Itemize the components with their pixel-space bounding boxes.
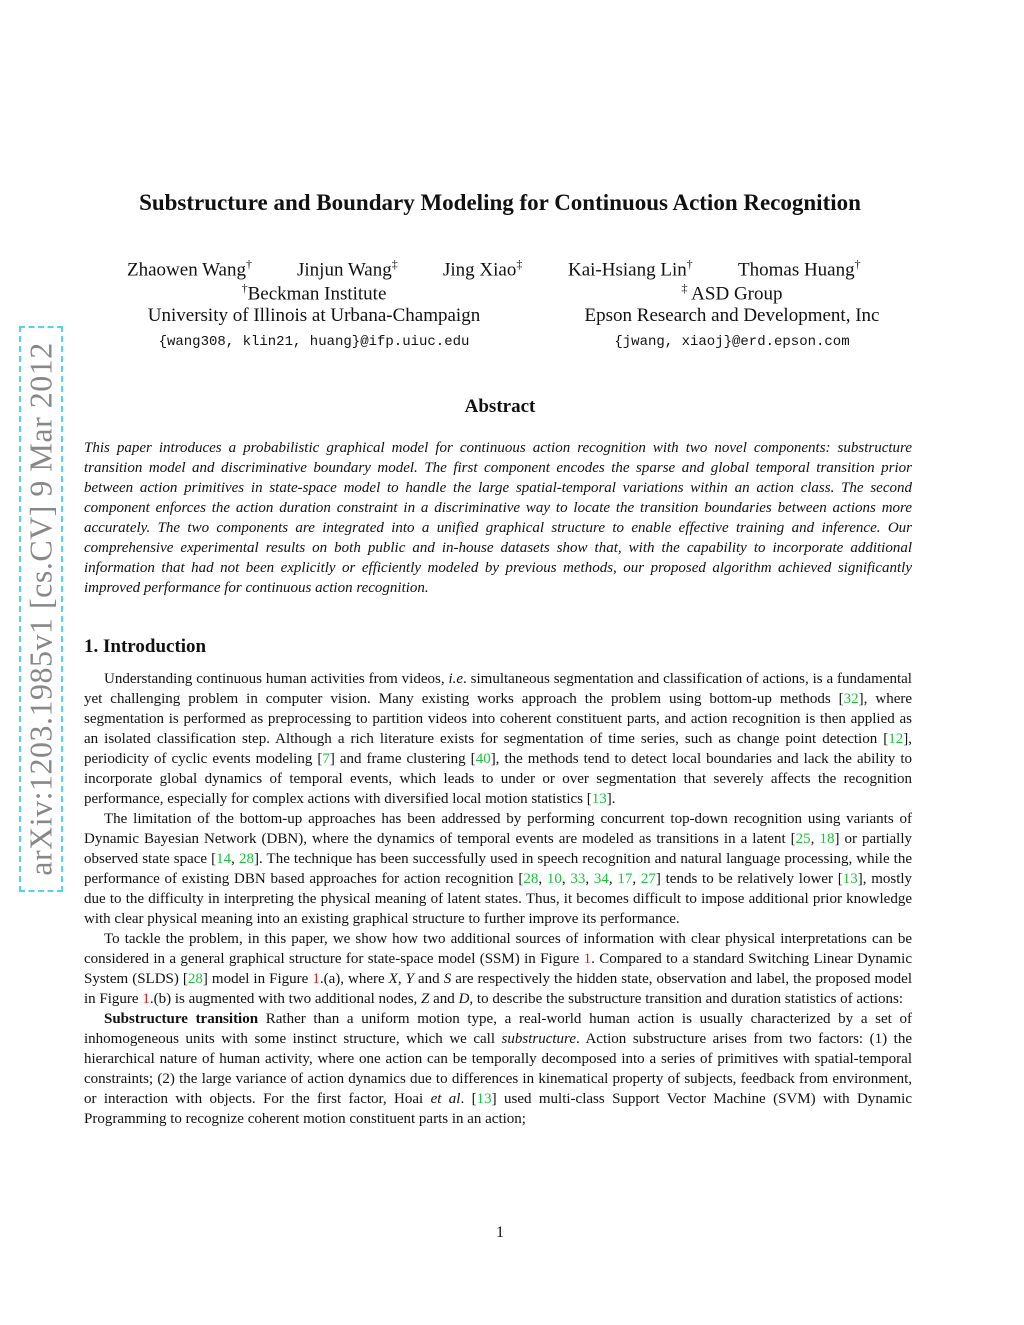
citation-link[interactable]: 28 xyxy=(238,851,254,867)
introduction-body xyxy=(84,669,912,1129)
author-4: Kai-Hsiang Lin† xyxy=(568,257,693,281)
paragraph-1: Understanding continuous human activities from videos, i.e. simultaneous segmentation and classification of actions, is a fundamental yet challenging problem in computer vision. Many existing works approach the problem using bottom-up methods [32], where segmentation is performed as preprocessing to partition videos into coherent constituent parts, and action recognition is then applied as an isolated classification step. Although a rich literature exists for segmentation of time series, such as change point detection [12], periodicity of cyclic events modeling [7] and frame clustering [40], the methods tend to detect local boundaries and lack the ability to incorporate global dynamics of temporal events, which leads to under or over segmentation that severely affects the recognition performance, especially for complex actions with diversified local motion statistics [13]. xyxy=(84,671,913,807)
figure-link[interactable]: 1 xyxy=(583,951,592,967)
author-5: Thomas Huang† xyxy=(738,257,861,281)
paragraph-2: The limitation of the bottom-up approaches has been addressed by performing concurrent top-down recognition using variants of Dynamic Bayesian Network (DBN), where the dynamics of temporal events are modeled as transitions in a latent [25, 18] or partially observed state space [14, 28]. The technique has been successfully used in speech recognition and natural language processing, while the performance of existing DBN based approaches for action recognition [28, 10, 33, 34, 17, 27] tends to be relatively lower [13], mostly due to the difficulty in interpreting the physical meaning of latent states. Thus, it becomes difficult to impose additional prior knowledge with clear physical meaning into an existing graphical structure to further improve its performance. xyxy=(84,811,913,927)
affiliation-left-institution: University of Illinois at Urbana-Champaign xyxy=(147,305,481,326)
affiliation-right-institution: Epson Research and Development, Inc xyxy=(584,305,880,326)
citation-link[interactable]: 7 xyxy=(322,751,330,767)
citation-link[interactable]: 33 xyxy=(570,871,586,887)
affiliation-left-dept: †Beckman Institute xyxy=(241,281,387,305)
inline-heading: Substructure transition xyxy=(104,1011,259,1027)
citation-link[interactable]: 17 xyxy=(617,871,633,887)
affiliation-right-dept: ‡ ASD Group xyxy=(681,281,783,305)
affiliation-right-email: {jwang, xiaoj}@erd.epson.com xyxy=(614,334,850,350)
author-3: Jing Xiao‡ xyxy=(443,257,523,281)
citation-link[interactable]: 12 xyxy=(888,731,904,747)
citation-link[interactable]: 28 xyxy=(187,971,203,987)
abstract-text: This paper introduces a probabilistic graphical model for continuous action recognition with two novel components: substructure transition model and discriminative boundary model. The first component encodes the sparse and global temporal transition prior between action primitives in state-space model to handle the large spatial-temporal variations within an action class. The second component enforces the action duration constraint in a discriminative way to locate the transition boundaries between actions more accurately. The two components are integrated into a unified graphical structure to enable effective training and inference. Our comprehensive experimental results on both public and in-house datasets show that, with the capability to incorporate additional information that had not been explicitly or efficiently modeled by previous methods, our proposed algorithm achieved significantly improved performance for continuous action recognition. xyxy=(84,440,912,596)
citation-link[interactable]: 27 xyxy=(640,871,656,887)
citation-link[interactable]: 40 xyxy=(475,751,491,767)
paragraph-4: Substructure transition Rather than a uniform motion type, a real-world human action is usually characterized by a set of inhomogeneous units with some instinct structure, which we call substructure. Action substructure arises from two factors: (1) the hierarchical nature of human activity, where one action can be temporally decomposed into a series of primitives with spatial-temporal constraints; (2) the large variance of action dynamics due to differences in kinematical property of subjects, feedback from environment, or interaction with objects. For the first factor, Hoai et al. [13] used multi-class Support Vector Machine (SVM) with Dynamic Programming to recognize coherent motion constituent parts in an action; xyxy=(84,1011,913,1127)
affiliation-left-email: {wang308, klin21, huang}@ifp.uiuc.edu xyxy=(158,334,470,350)
citation-link[interactable]: 13 xyxy=(842,871,858,887)
section-heading-introduction: 1. Introduction xyxy=(84,636,207,657)
author-1: Zhaowen Wang† xyxy=(127,257,252,281)
abstract-heading: Abstract xyxy=(464,396,536,417)
citation-link[interactable]: 34 xyxy=(593,871,609,887)
citation-link[interactable]: 14 xyxy=(216,851,232,867)
paper-title: Substructure and Boundary Modeling for Continuous Action Recognition xyxy=(139,190,861,215)
citation-link[interactable]: 13 xyxy=(591,791,607,807)
author-2: Jinjun Wang‡ xyxy=(297,257,398,281)
citation-link[interactable]: 28 xyxy=(523,871,539,887)
page-number: 1 xyxy=(496,1224,504,1241)
citation-link[interactable]: 10 xyxy=(546,871,562,887)
citation-link[interactable]: 32 xyxy=(843,691,859,707)
figure-link[interactable]: 1 xyxy=(312,971,320,987)
figure-link[interactable]: 1 xyxy=(142,991,150,1007)
arxiv-id[interactable]: arXiv:1203.1985v1 [cs.CV] 9 Mar 2012 xyxy=(22,342,59,876)
citation-link[interactable]: 25 xyxy=(795,831,811,847)
citation-link[interactable]: 13 xyxy=(476,1091,492,1107)
paragraph-3: To tackle the problem, in this paper, we show how two additional sources of information with clear physical interpretations can be considered in a general graphical structure for state-space model (SSM) in Figure 1. Compared to a standard Switching Linear Dynamic System (SLDS) [28] model in Figure 1.(a), where X, Y and S are respectively the hidden state, observation and label, the proposed model in Figure 1.(b) is augmented with two additional nodes, Z and D, to describe the substructure transition and duration statistics of actions: xyxy=(84,931,912,1007)
citation-link[interactable]: 18 xyxy=(819,831,835,847)
